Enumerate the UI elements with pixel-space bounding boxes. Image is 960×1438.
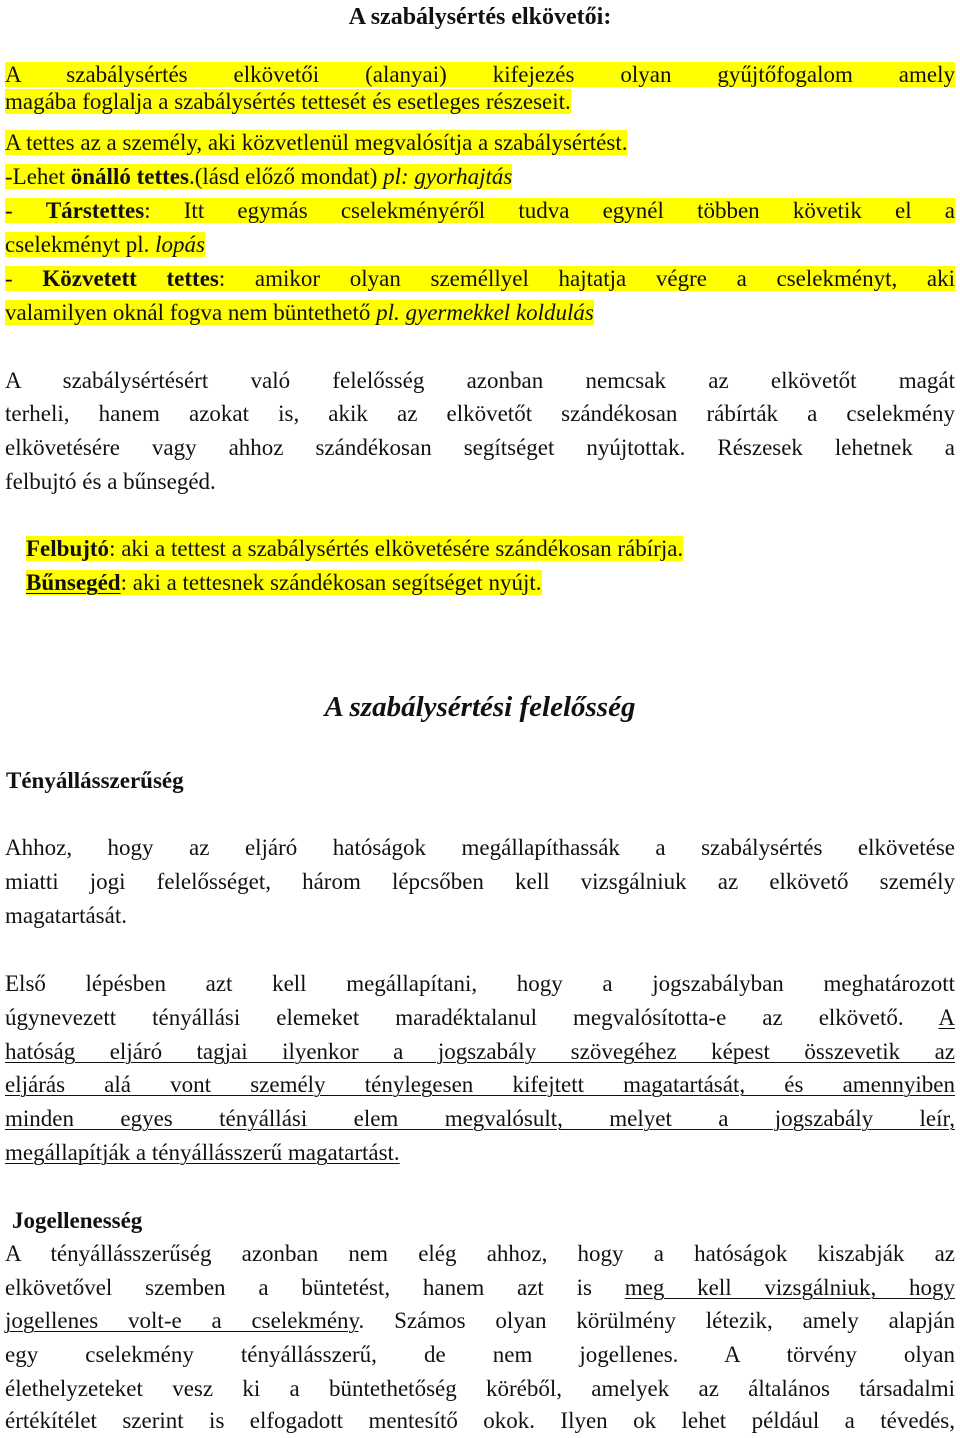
paragraph-line — [5, 1035, 955, 1069]
paragraph-line: magatartását. — [5, 903, 127, 928]
paragraph-line — [5, 1271, 955, 1305]
section-title-felelosseg: A szabálysértési felelősség — [324, 691, 636, 723]
underlined-text: A — [938, 1005, 955, 1030]
term-bunseged: Bűnsegéd — [26, 570, 121, 595]
text-run: : aki a tettest a szabálysértés elkövetésére szándékosan rábírja. — [109, 536, 684, 561]
term-onallo-tettes: önálló tettes — [70, 164, 189, 189]
paragraph-line: egy cselekmény tényállásszerű, de nem jogellenes. A törvény olyan — [5, 1342, 955, 1367]
highlighted-text — [5, 232, 205, 257]
definition-felbujto — [26, 532, 955, 566]
text-run: -Lehet — [5, 164, 71, 189]
text-run: - — [5, 266, 43, 291]
paragraph-line: élethelyzeteket vesz ki a büntethetőség köréből, amelyek az általános társadalmi — [5, 1376, 955, 1401]
paragraph-line: miatti jogi felelősséget, három lépcsőben kell vizsgálniuk az elkövető személy — [5, 869, 955, 894]
highlighted-text: A szabálysértés elkövetői (alanyai) kifejezés olyan gyűjtőfogalom amely — [5, 62, 955, 87]
paragraph-line — [5, 1001, 955, 1035]
term-kozvetett-tettes: Közvetett tettes — [42, 266, 219, 291]
paragraph-line — [5, 1068, 955, 1102]
underlined-text: megállapítják a tényállásszerű magatartást. — [5, 1140, 400, 1165]
paragraph-line: értékítélet szerint is elfogadott mentesítő okok. Ilyen ok lehet például a tévedés, — [5, 1408, 955, 1433]
paragraph-line — [5, 85, 955, 119]
text-run: - — [5, 198, 46, 223]
underlined-text: eljárás alá vont személy ténylegesen kifejtett magatartását, és amennyiben — [5, 1072, 955, 1097]
paragraph-line — [5, 1304, 955, 1338]
paragraph-line: Ahhoz, hogy az eljáró hatóságok megállapíthassák a szabálysértés elkövetése — [5, 835, 955, 860]
underlined-text: minden egyes tényállási elem megvalósult, melyet a jogszabály leír, — [5, 1106, 955, 1131]
text-run: : Itt egymás cselekményéről tudva egynél többen követik el a — [144, 198, 955, 223]
text-run: .(lásd előző mondat) — [188, 164, 384, 189]
highlighted-text: A tettes az a személy, aki közvetlenül megvalósítja a szabálysértést. — [5, 130, 628, 155]
highlighted-text — [5, 300, 594, 325]
paragraph-line — [5, 126, 955, 160]
subheading-tenyallasszeruseg: Tényállásszerűség — [6, 768, 184, 793]
paragraph-line — [5, 296, 955, 330]
underlined-text: meg kell vizsgálniuk, hogy — [624, 1275, 955, 1300]
definition-tarstettes — [5, 194, 955, 228]
term-tarstettes: Társtettes — [45, 198, 145, 223]
highlighted-text — [5, 266, 955, 291]
highlighted-text — [26, 570, 542, 595]
highlighted-text — [26, 536, 683, 561]
text-run: elkövetővel szemben a büntetést, hanem azt is — [5, 1275, 625, 1300]
text-run: úgynevezett tényállási elemeket maradéktalanul megvalósította-e az elkövető. — [5, 1005, 939, 1030]
text-run: valamilyen oknál fogva nem büntethető — [5, 300, 377, 325]
highlighted-text — [5, 164, 512, 189]
definition-onallo-tettes — [5, 160, 955, 194]
subheading-jogellenesseg: Jogellenesség — [12, 1208, 143, 1233]
paragraph-line: elkövetésére vagy ahhoz szándékosan segítséget nyújtottak. Részesek lehetnek a — [5, 435, 955, 460]
underlined-text: jogellenes volt-e a cselekmény — [5, 1308, 359, 1333]
paragraph-line: A szabálysértésért való felelősség azonban nemcsak az elkövetőt magát — [5, 368, 955, 393]
paragraph-line: Első lépésben azt kell megállapítani, hogy a jogszabályban meghatározott — [5, 971, 955, 996]
paragraph-line — [5, 1136, 955, 1170]
paragraph-line: felbujtó és a bűnsegéd. — [5, 469, 216, 494]
highlighted-text — [5, 198, 955, 223]
example-text: lopás — [155, 232, 205, 257]
text-run: : aki a tettesnek szándékosan segítséget nyújt. — [120, 570, 542, 595]
example-text: pl. gyermekkel koldulás — [376, 300, 594, 325]
highlighted-text: magába foglalja a szabálysértés tettesét és esetleges részeseit. — [5, 89, 571, 114]
definition-kozvetett-tettes — [5, 262, 955, 296]
text-run: : amikor olyan személlyel hajtatja végre a cselekményt, aki — [218, 266, 955, 291]
definition-bunseged — [26, 566, 955, 600]
section-title-elkovetoi: A szabálysértés elkövetői: — [348, 4, 612, 30]
example-text: pl: gyorhajtás — [383, 164, 513, 189]
term-felbujto: Felbujtó — [26, 536, 110, 561]
paragraph-line: A tényállásszerűség azonban nem elég ahhoz, hogy a hatóságok kiszabják az — [5, 1241, 955, 1266]
paragraph-line — [5, 1102, 955, 1136]
text-run: cselekményt pl. — [5, 232, 156, 257]
text-run: . Számos olyan körülmény létezik, amely alapján — [358, 1308, 955, 1333]
paragraph-line: terheli, hanem azokat is, akik az elkövetőt szándékosan rábírták a cselekmény — [5, 401, 955, 426]
underlined-text: hatóság eljáró tagjai ilyenkor a jogszabály szövegéhez képest összevetik az — [5, 1039, 955, 1064]
paragraph-line — [5, 228, 955, 262]
